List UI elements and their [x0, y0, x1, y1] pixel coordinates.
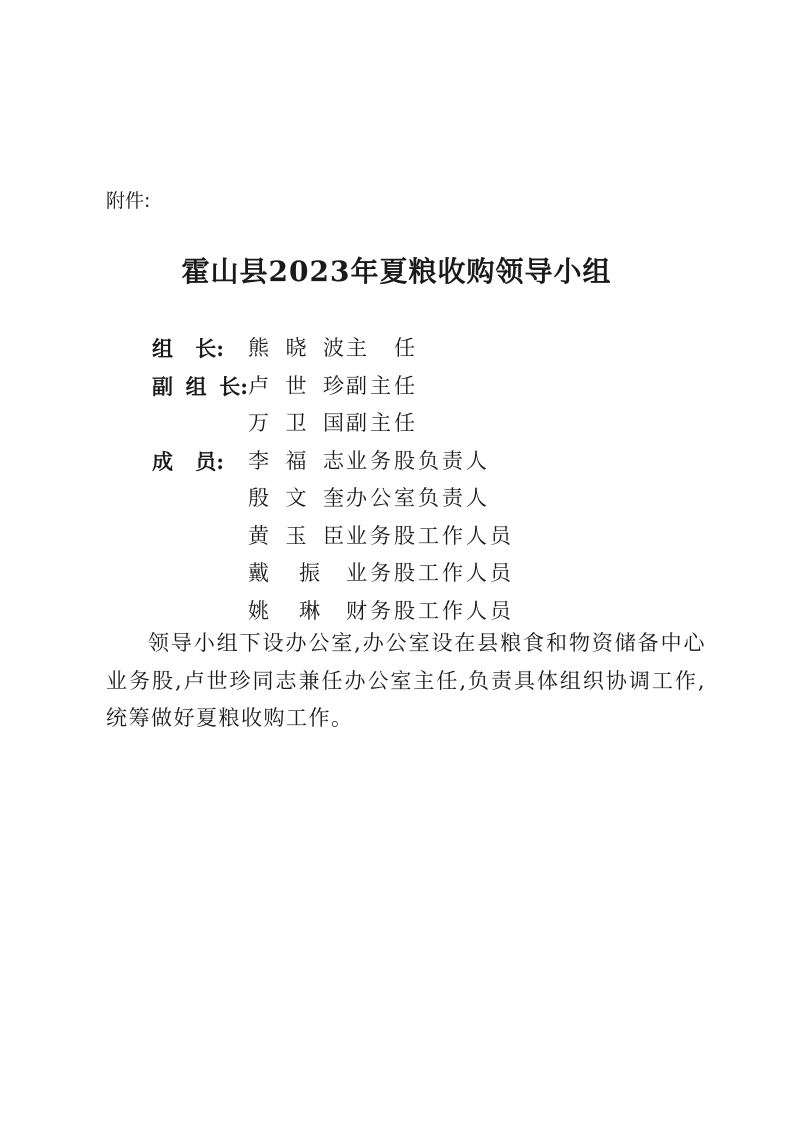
roster-position: 业务股工作人员 [346, 523, 514, 548]
roster-name: 黄 玉 臣 [248, 523, 344, 548]
roster-position: 财务股工作人员 [346, 598, 514, 623]
roster-name: 熊 晓 波 [248, 336, 344, 360]
roster-position: 副主任 [346, 411, 418, 435]
roster-position: 办公室负责人 [346, 486, 490, 510]
roster-position: 主 任 [346, 336, 418, 360]
roster-name: 戴 振 [248, 561, 320, 585]
roster-role: 组 长: [152, 336, 224, 361]
roster-name: 万 卫 国 [248, 411, 344, 435]
attachment-label: 附件: [106, 190, 151, 212]
roster-name: 李 福 志 [248, 448, 344, 473]
roster-role: 副 组 长: [152, 373, 248, 399]
roster-role: 成 员: [152, 448, 224, 474]
roster-position: 业务股工作人员 [346, 561, 514, 585]
roster-name: 姚 琳 [248, 598, 320, 623]
roster-position: 副主任 [346, 373, 418, 398]
roster-name: 卢 世 珍 [248, 373, 344, 398]
roster-position: 业务股负责人 [346, 448, 490, 473]
roster-name: 殷 文 奎 [248, 486, 344, 510]
office-note: 领导小组下设办公室,办公室设在县粮食和物资储备中心业务股,卢世珍同志兼任办公室主任,负责具体组织协调工作,统筹做好夏粮收购工作。 [106, 631, 706, 730]
document-title: 霍山县2023年夏粮收购领导小组 [181, 255, 612, 288]
